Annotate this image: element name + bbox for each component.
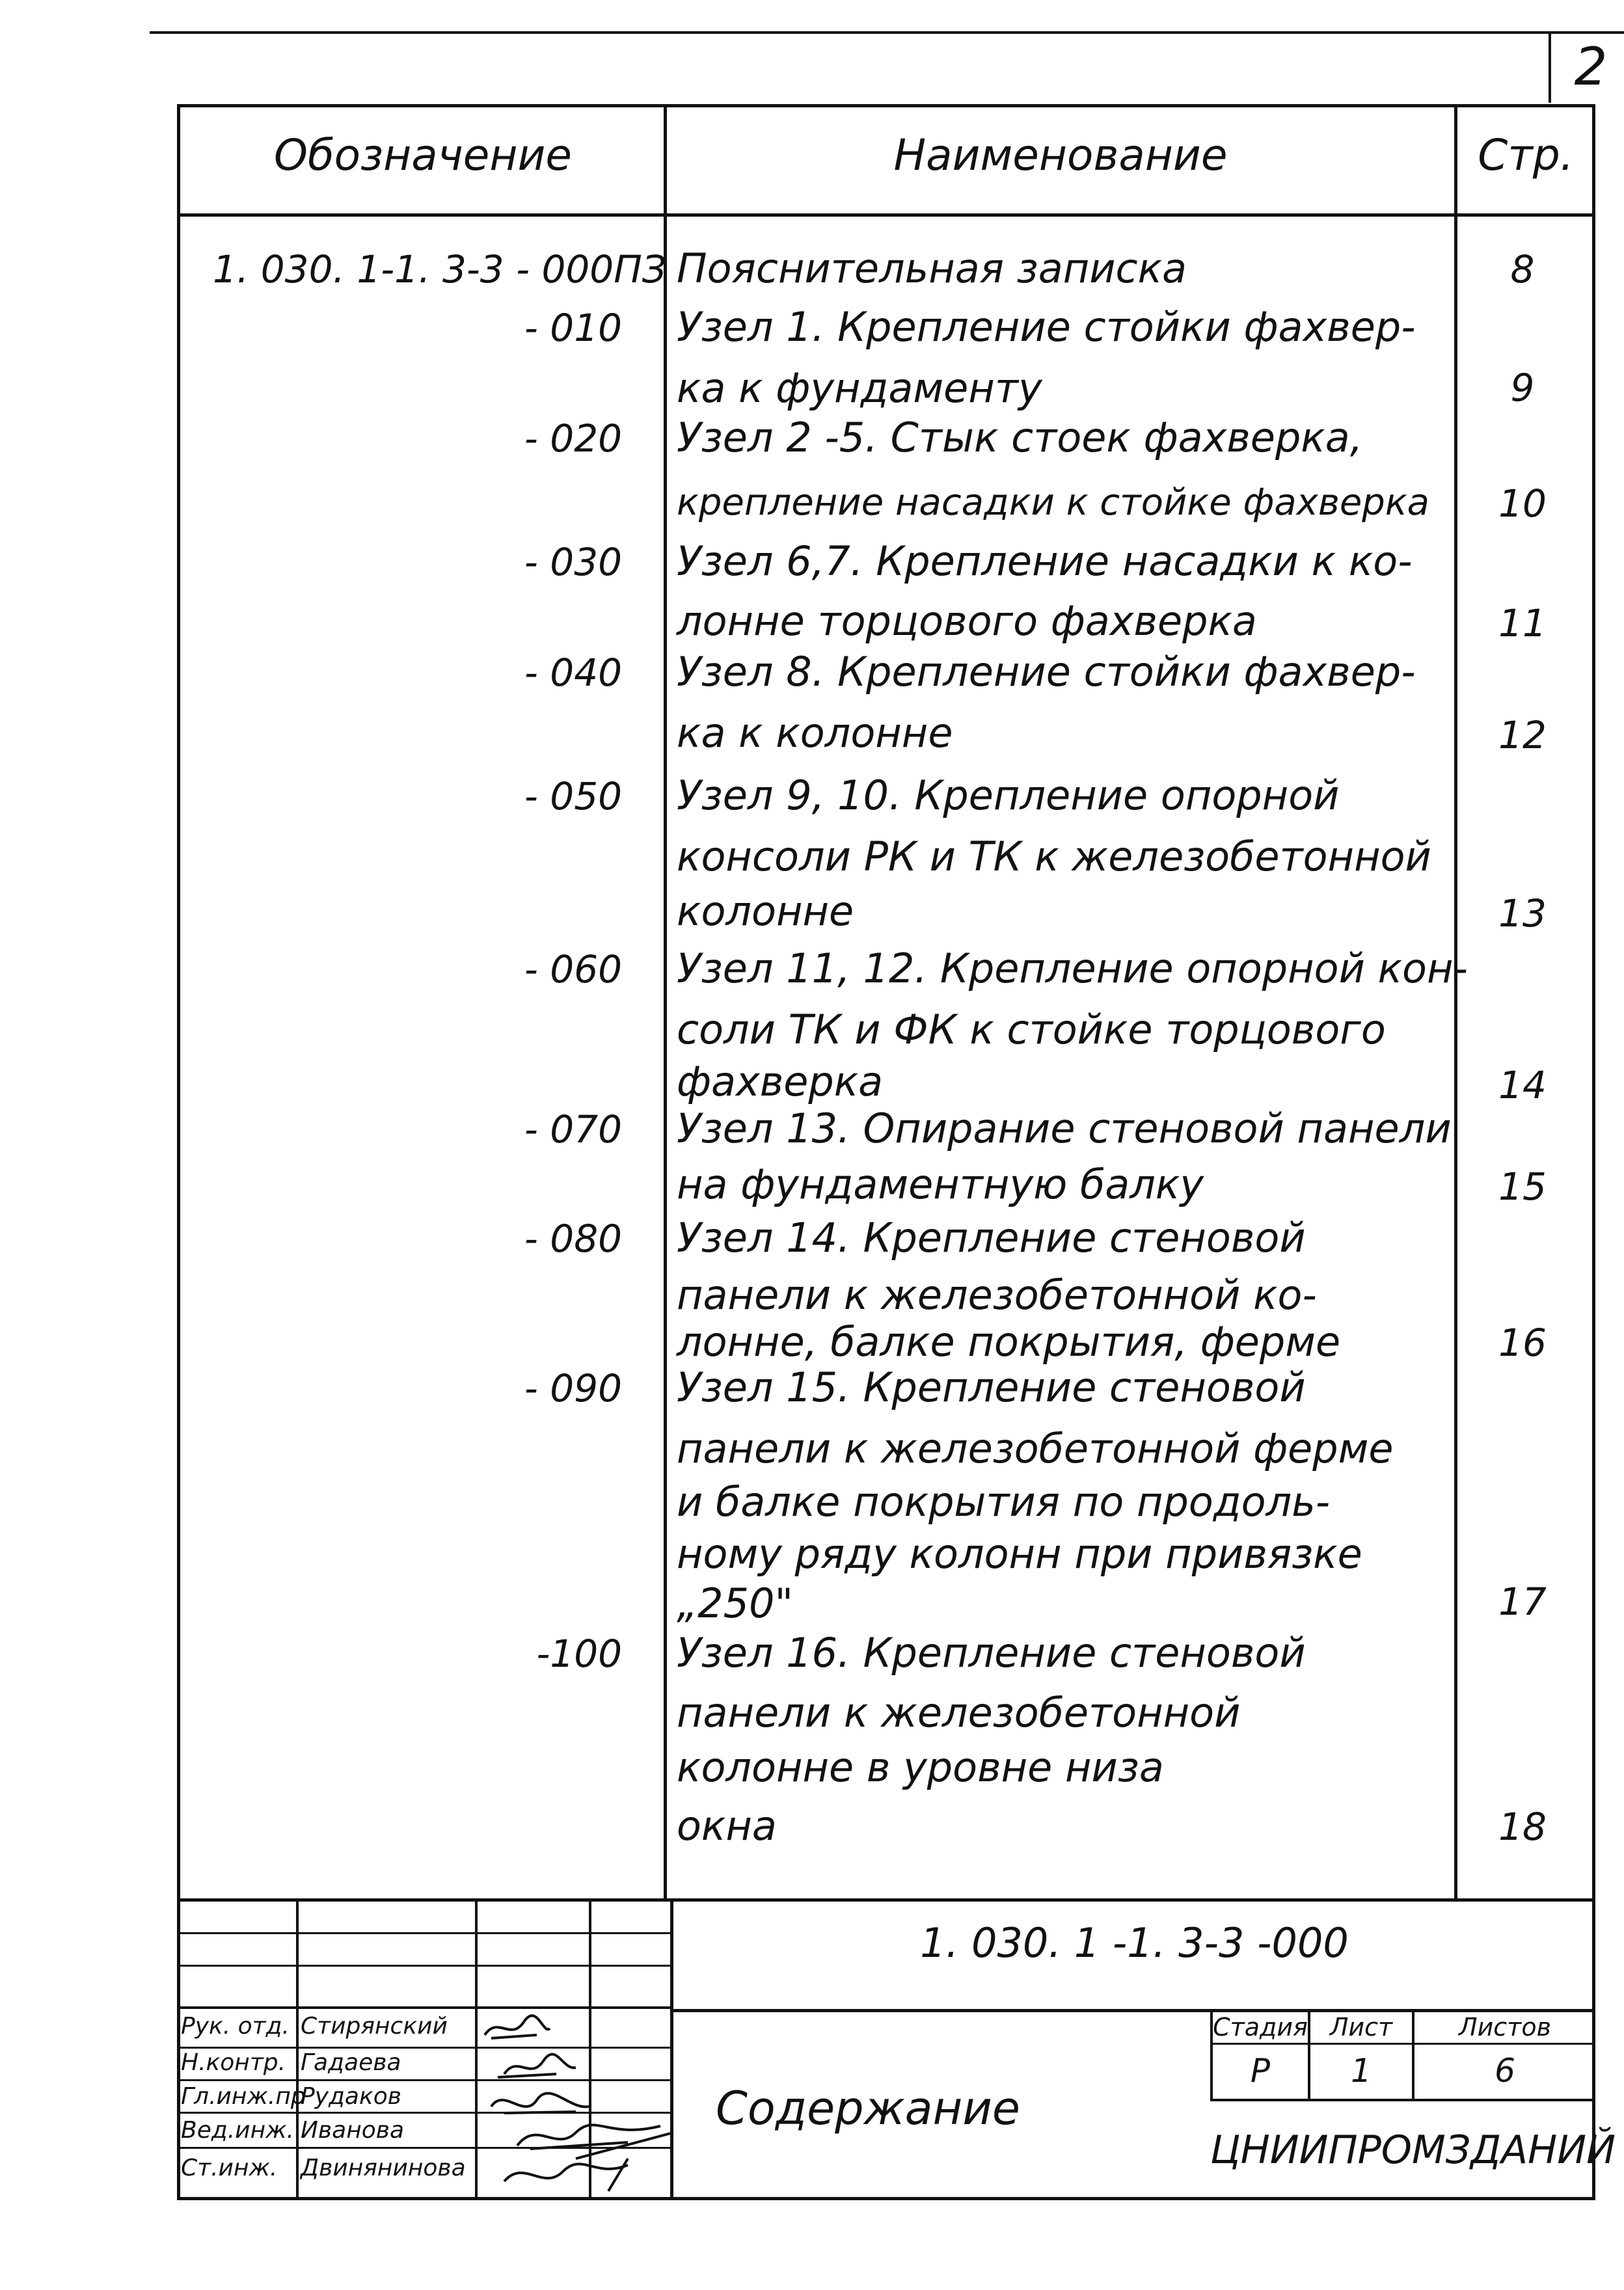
sheet-number-box-left: [1549, 34, 1551, 103]
tb-role-4: Вед.инж.: [181, 2117, 294, 2144]
row-page-11: 18: [1498, 1805, 1547, 1849]
row-code-8: - 070: [524, 1107, 622, 1152]
row-desc-1-l1: Пояснительная записка: [677, 245, 1187, 292]
row-desc-9-l1: Узел 14. Крепление стеновой: [677, 1214, 1306, 1261]
tb-role-1: Рук. отд.: [181, 2013, 290, 2040]
row-desc-4-l1: Узел 6,7. Крепление насадки к ко-: [677, 537, 1413, 585]
row-desc-3-l1: Узел 2 -5. Стык стоек фахверка,: [677, 414, 1363, 461]
row-desc-6-l3: колонне: [677, 887, 854, 935]
tb-right-row-2: [1210, 2099, 1595, 2101]
row-code-7: - 060: [524, 947, 622, 991]
row-code-2: - 010: [524, 306, 622, 350]
row-page-9: 16: [1498, 1321, 1547, 1365]
tb-name-3: Рудаков: [301, 2083, 401, 2110]
row-code-1: 1. 030. 1-1. 3-3 - 000ПЗ: [213, 247, 666, 291]
row-code-11: -100: [536, 1632, 622, 1676]
row-desc-4-l2: лонне торцового фахверка: [677, 597, 1257, 645]
row-code-5: - 040: [524, 651, 622, 695]
row-desc-11-l1: Узел 16. Крепление стеновой: [677, 1629, 1306, 1677]
row-page-10: 17: [1498, 1580, 1547, 1624]
row-desc-8-l1: Узел 13. Опирание стеновой панели: [677, 1105, 1452, 1152]
sheets-label: Листов: [1459, 2013, 1551, 2041]
row-code-9: - 080: [524, 1217, 622, 1261]
title-block-top: [177, 1898, 1595, 1902]
tb-role-3: Гл.инж.пр: [181, 2083, 306, 2110]
tb-name-2: Гадаева: [301, 2049, 401, 2076]
row-page-4: 11: [1498, 601, 1547, 645]
sheet-number: 2: [1574, 36, 1608, 97]
header-designation: Обозначение: [274, 130, 572, 180]
row-desc-11-l2: панели к железобетонной: [677, 1689, 1241, 1736]
row-desc-6-l2: консоли РК и ТК к железобетонной: [677, 833, 1431, 880]
tb-left-row-2: [177, 1965, 671, 1967]
tb-left-row-1: [177, 1932, 671, 1934]
doc-code: 1. 030. 1 -1. 3-3 -000: [920, 1919, 1349, 1967]
row-page-7: 14: [1498, 1063, 1547, 1107]
tb-name-1: Стирянский: [301, 2013, 448, 2040]
sheet-label: Лист: [1329, 2013, 1393, 2041]
header-page: Стр.: [1478, 130, 1574, 180]
row-desc-5-l2: ка к колонне: [677, 709, 953, 757]
sheets-value: 6: [1495, 2052, 1515, 2090]
row-code-6: - 050: [524, 774, 622, 818]
tb-right-row-1: [1210, 2043, 1595, 2045]
row-desc-10-l3: и балке покрытия по продоль-: [677, 1478, 1331, 1526]
row-page-1: 8: [1510, 247, 1535, 291]
row-page-2: 9: [1510, 366, 1535, 410]
row-code-3: - 020: [524, 416, 622, 461]
signatures-graphic: [478, 2009, 693, 2200]
row-page-8: 15: [1498, 1165, 1547, 1209]
tb-role-5: Ст.инж.: [181, 2155, 278, 2181]
organization-name: ЦНИИПРОМЗДАНИЙ: [1210, 2127, 1616, 2173]
row-desc-8-l2: на фундаментную балку: [677, 1161, 1204, 1208]
row-desc-6-l1: Узел 9, 10. Крепление опорной: [677, 772, 1340, 819]
row-desc-3-l2: крепление насадки к стойке фахверка: [677, 481, 1429, 524]
tb-left-col-2: [475, 1898, 478, 2200]
row-desc-11-l3: колонне в уровне низа: [677, 1744, 1164, 1791]
tb-left-col-1: [296, 1898, 299, 2200]
tb-role-2: Н.контр.: [181, 2049, 286, 2076]
top-border-line: [150, 31, 1624, 34]
document-title: Содержание: [716, 2082, 1020, 2135]
stage-label: Стадия: [1213, 2013, 1308, 2041]
row-desc-7-l3: фахверка: [677, 1058, 884, 1105]
row-desc-10-l2: панели к железобетонной ферме: [677, 1425, 1394, 1472]
row-desc-7-l1: Узел 11, 12. Крепление опорной кон-: [677, 945, 1468, 992]
row-desc-10-l1: Узел 15. Крепление стеновой: [677, 1364, 1306, 1411]
tb-name-4: Иванова: [301, 2117, 405, 2144]
row-code-4: - 030: [524, 540, 622, 584]
row-desc-2-l2: ка к фундаменту: [677, 364, 1042, 412]
row-page-3: 10: [1498, 481, 1547, 526]
row-desc-2-l1: Узел 1. Крепление стойки фахвер-: [677, 303, 1416, 351]
stage-value: Р: [1250, 2052, 1271, 2090]
row-desc-9-l2: панели к железобетонной ко-: [677, 1271, 1317, 1319]
header-divider: [177, 213, 1595, 217]
sheet-value: 1: [1351, 2052, 1372, 2090]
row-desc-5-l1: Узел 8. Крепление стойки фахвер-: [677, 648, 1416, 695]
row-code-10: - 090: [524, 1366, 622, 1410]
header-name: Наименование: [893, 130, 1228, 180]
row-page-5: 12: [1498, 713, 1547, 757]
tb-name-5: Двинянинова: [301, 2155, 466, 2181]
row-desc-7-l2: соли ТК и ФК к стойке торцового: [677, 1006, 1386, 1053]
title-block-doc-code-bottom: [670, 2009, 1595, 2012]
col-divider-1: [664, 104, 667, 1901]
row-desc-10-l4: ному ряду колонн при привязке: [677, 1530, 1362, 1578]
row-page-6: 13: [1498, 891, 1547, 936]
row-desc-11-l4: окна: [677, 1802, 777, 1850]
row-desc-10-l5: „250": [677, 1580, 793, 1627]
row-desc-9-l3: лонне, балке покрытия, ферме: [677, 1318, 1341, 1366]
